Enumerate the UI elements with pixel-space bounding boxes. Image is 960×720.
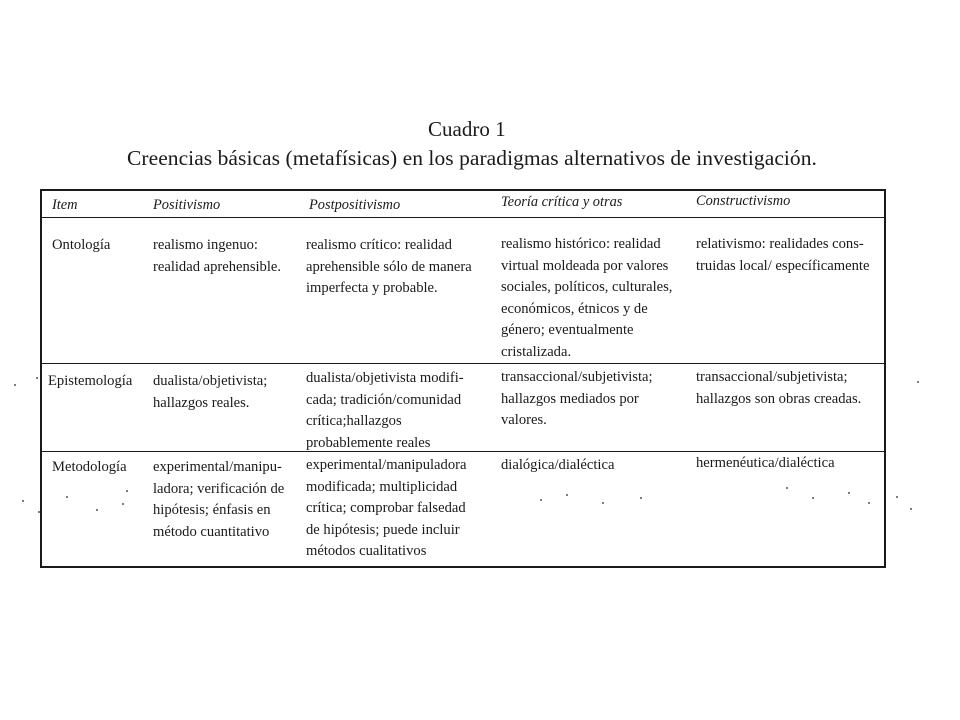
cell-metodologia-positivismo: experimental/manipu- ladora; verificación de hipótesis; énfasis en método cuantitativo (153, 459, 285, 540)
table-caption: Cuadro 1 (428, 117, 506, 141)
header-item: Item (52, 197, 78, 213)
cell-metodologia-constructivismo: hermenéutica/dialéctica (696, 455, 835, 471)
cell-metodologia-postpositivismo: experimental/manipuladora modificada; multiplicidad crítica; comprobar falsedad de hipótesis; puede incluir métodos cualitativos (306, 457, 467, 559)
table-heading: Creencias básicas (metafísicas) en los paradigmas alternativos de investigación. (127, 146, 817, 170)
row-label-epistemologia: Epistemología (48, 373, 133, 389)
cell-ontologia-constructivismo: relativismo: realidades cons- truidas local/ específicamente (696, 236, 870, 274)
row-label-metodologia: Metodología (52, 459, 127, 475)
header-divider (42, 217, 884, 218)
cell-metodologia-teoria-critica: dialógica/dialéctica (501, 457, 615, 473)
row-divider-1 (42, 363, 884, 364)
cell-epistemologia-positivismo: dualista/objetivista; hallazgos reales. (153, 373, 268, 411)
row-label-ontologia: Ontología (52, 237, 111, 253)
header-constructivismo: Constructivismo (696, 193, 791, 209)
header-teoria-critica: Teoría crítica y otras (501, 194, 623, 210)
cell-ontologia-postpositivismo: realismo crítico: realidad aprehensible sólo de manera imperfecta y probable. (306, 237, 472, 296)
cell-epistemologia-constructivismo: transaccional/subjetivista; hallazgos son obras creadas. (696, 369, 862, 407)
cell-epistemologia-teoria-critica: transaccional/subjetivista; hallazgos mediados por valores. (501, 369, 653, 428)
cell-epistemologia-postpositivismo: dualista/objetivista modifi- cada; tradición/comunidad crítica;hallazgos probablemente reales (306, 370, 464, 451)
header-positivismo: Positivismo (153, 197, 221, 213)
cell-ontologia-positivismo: realismo ingenuo: realidad aprehensible. (153, 237, 282, 275)
header-postpositivismo: Postpositivismo (309, 197, 401, 213)
cell-ontologia-teoria-critica: realismo histórico: realidad virtual moldeada por valores sociales, políticos, culturales, económicos, étnicos y de género; eventualmente cristalizada. (501, 236, 673, 360)
row-divider-2 (42, 451, 884, 452)
beliefs-table (40, 189, 886, 568)
